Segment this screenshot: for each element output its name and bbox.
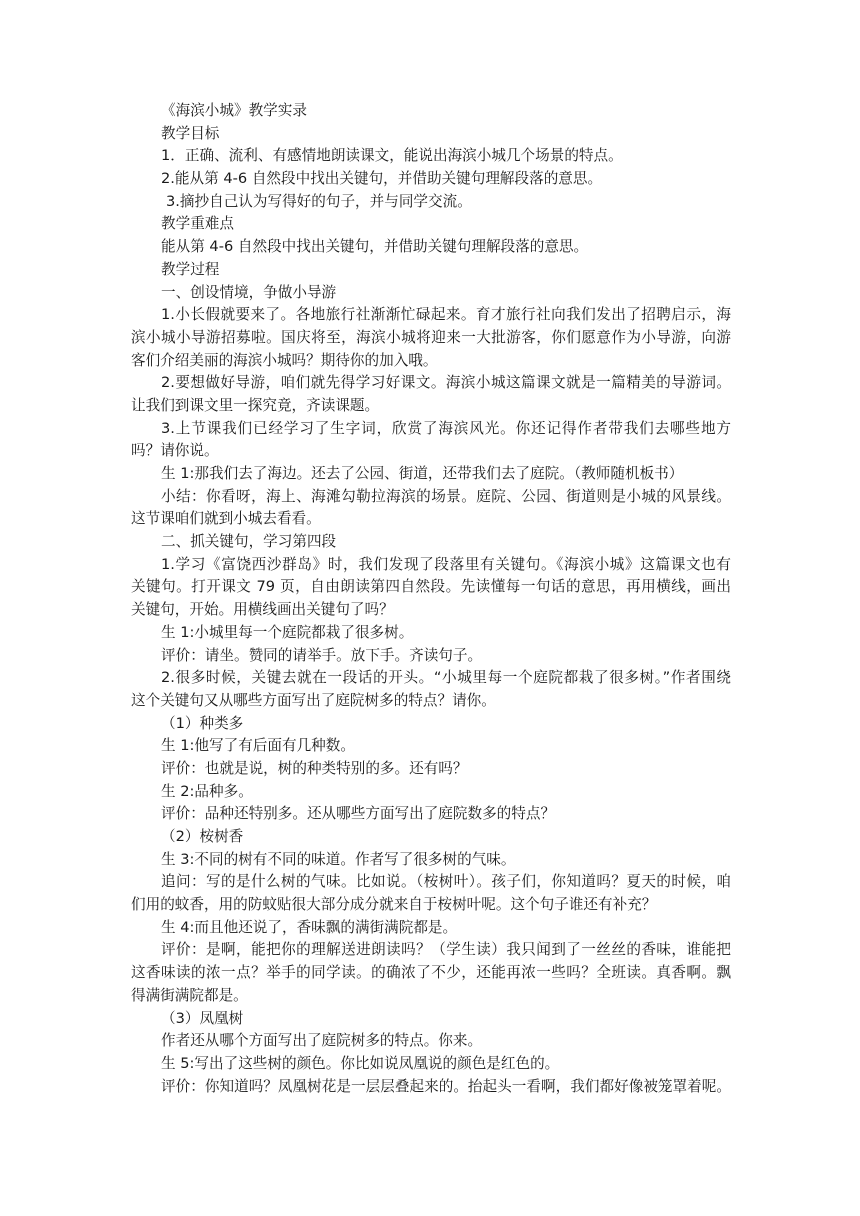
paragraph-line: 客们介绍美丽的海滨小城吗？期待你的加入哦。 — [131, 351, 438, 369]
section-heading-process: 教学过程 — [161, 260, 220, 278]
section-heading-objectives: 教学目标 — [161, 124, 220, 142]
subheading-eucalyptus: （2）桉树香 — [161, 828, 244, 845]
paragraph-line: 评价：是啊，能把你的理解送进朗读吗？（学生读）我只闻到了一丝丝的香味，谁能把 — [161, 941, 731, 959]
paragraph-line: 追问：写的是什么树的气味。比如说。（桉树叶）。孩子们，你知道吗？夏天的时候，咱 — [161, 873, 731, 891]
paragraph-line: 生 5:写出了这些树的颜色。你比如说凤凰说的颜色是红色的。 — [161, 1054, 560, 1072]
paragraph-line: 关键句。打开课文 79 页，自由朗读第四自然段。先读懂每一句话的意思，再用横线，画出 — [131, 578, 731, 596]
objective-2: 2.能从第 4-6 自然段中找出关键句，并借助关键句理解段落的意思。 — [161, 170, 603, 188]
paragraph-line: 这节课咱们就到小城去看看。 — [131, 510, 321, 528]
paragraph-line: 这香味读的浓一点？举手的同学读。的确浓了不少，还能再浓一些吗？全班读。真香啊。飘 — [131, 964, 731, 982]
key-points-text: 能从第 4-6 自然段中找出关键句，并借助关键句理解段落的意思。 — [161, 238, 589, 256]
paragraph-line: 这个关键句又从哪些方面写出了庭院树多的特点？请你。 — [131, 691, 496, 709]
part-1-heading: 一、创设情境，争做小导游 — [161, 283, 337, 301]
paragraph-line: 1.学习《富饶西沙群岛》时，我们发现了段落里有关键句。《海滨小城》这篇课文也有 — [161, 555, 731, 573]
paragraph-line: 吗？请你说。 — [131, 442, 219, 460]
paragraph-line: 生 3:不同的树有不同的味道。作者写了很多树的气味。 — [161, 850, 516, 868]
section-heading-key-points: 教学重难点 — [161, 215, 234, 233]
objective-3: 3.摘抄自己认为写得好的句子，并与同学交流。 — [166, 192, 472, 210]
paragraph-line: 评价：也就是说，树的种类特别的多。还有吗？ — [161, 759, 468, 777]
paragraph-line: 生 4:而且他还说了，香味飘的满街满院都是。 — [161, 918, 458, 936]
paragraph-line: 生 1:他写了有后面有几种数。 — [161, 737, 355, 755]
paragraph-line: 2.要想做好导游，咱们就先得学习好课文。海滨小城这篇课文就是一篇精美的导游词。 — [161, 374, 731, 392]
paragraph-line: 小结：你看呀，海上、海滩勾勒拉海滨的场景。庭院、公园、街道则是小城的风景线。 — [161, 487, 731, 505]
paragraph-line: 生 1:那我们去了海边。还去了公园、街道，还带我们去了庭院。（教师随机板书） — [161, 465, 684, 482]
paragraph-line: 3.上节课我们已经学习了生字词，欣赏了海滨风光。你还记得作者带我们去哪些地方 — [161, 419, 731, 437]
paragraph-line: 滨小城小导游招募啦。国庆将至，海滨小城将迎来一大批游客，你们愿意作为小导游，向游 — [131, 328, 731, 346]
paragraph-line: 作者还从哪个方面写出了庭院树多的特点。你来。 — [161, 1032, 483, 1050]
paragraph-line: 评价：你知道吗？凤凰树花是一层层叠起来的。抬起头一看啊，我们都好像被笼罩着呢。 — [161, 1077, 731, 1095]
paragraph-line: 生 2:品种多。 — [161, 782, 253, 800]
paragraph-line: 评价：品种还特别多。还从哪些方面写出了庭院数多的特点？ — [161, 805, 556, 823]
document-title: 《海滨小城》教学实录 — [161, 102, 307, 119]
document-page — [131, 100, 731, 1098]
subheading-phoenix-tree: （3）凤凰树 — [161, 1009, 244, 1027]
paragraph-line: 2.很多时候，关键去就在一段话的开头。“小城里每一个庭院都栽了很多树。”作者围绕 — [161, 669, 731, 687]
part-2-heading: 二、抓关键句，学习第四段 — [161, 533, 337, 551]
paragraph-line: 得满街满院都是。 — [131, 986, 248, 1004]
objective-1: 1．正确、流利、有感情地朗读课文，能说出海滨小城几个场景的特点。 — [161, 147, 623, 165]
paragraph-line: 们用的蚊香，用的防蚊贴很大部分成分就来自于桉树叶呢。这个句子谁还有补充？ — [131, 896, 657, 914]
paragraph-line: 让我们到课文里一探究竟，齐读课题。 — [131, 396, 380, 414]
paragraph-line: 1.小长假就要来了。各地旅行社渐渐忙碌起来。育才旅行社向我们发出了招聘启示，海 — [161, 306, 731, 324]
paragraph-line: 生 1:小城里每一个庭院都栽了很多树。 — [161, 623, 414, 641]
paragraph-line: 评价：请坐。赞同的请举手。放下手。齐读句子。 — [161, 646, 483, 664]
subheading-variety: （1）种类多 — [161, 714, 244, 732]
paragraph-line: 关键句，开始。用横线画出关键句了吗？ — [131, 601, 394, 619]
